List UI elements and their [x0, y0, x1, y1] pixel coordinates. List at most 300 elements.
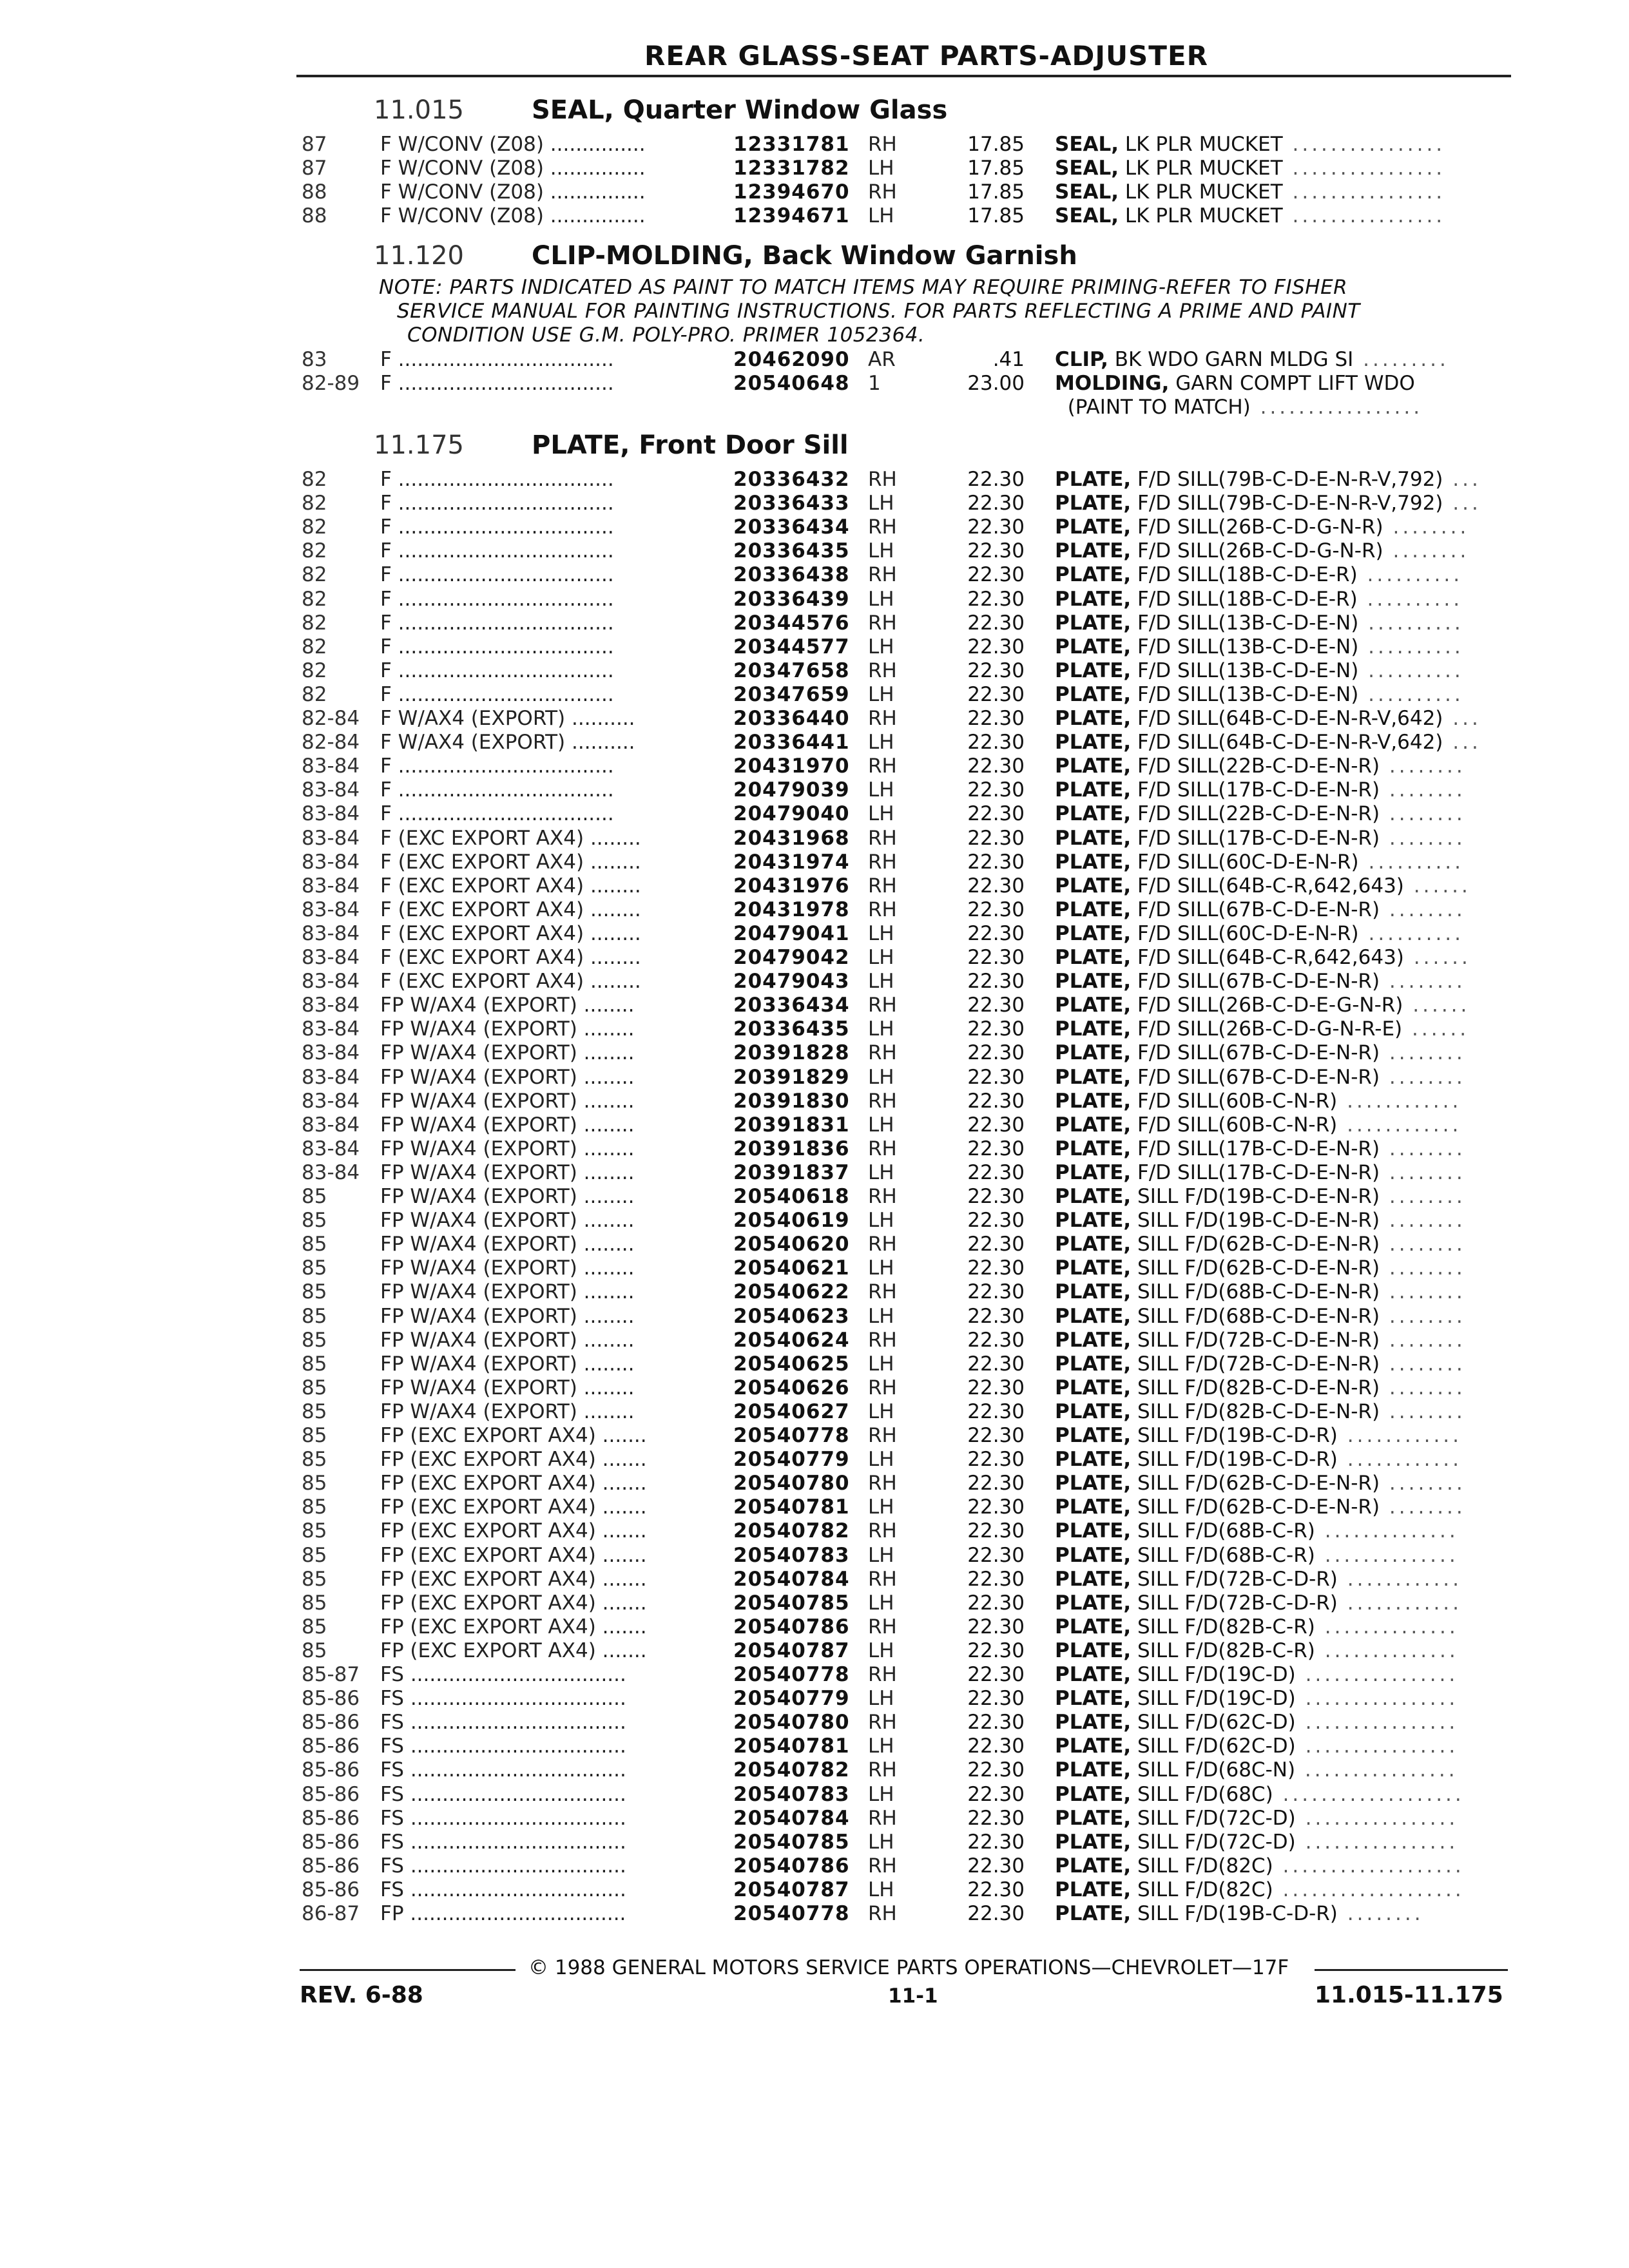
model-year: 82	[302, 635, 327, 658]
leader-dots: ..........	[1357, 587, 1463, 611]
description	[1055, 348, 1519, 372]
description-detail: SILL F/D(19B-C-D-R)	[1131, 1902, 1338, 1925]
part-number: 20336434	[733, 994, 850, 1017]
note-line: NOTE: PARTS INDICATED AS PAINT TO MATCH ITEMS MAY REQUIRE PRIMING-REFER TO FISHER	[379, 276, 1348, 299]
part-number: 20540785	[733, 1591, 850, 1615]
description-name: PLATE,	[1055, 1639, 1132, 1662]
description-detail: F/D SILL(60B-C-N-R)	[1131, 1113, 1338, 1137]
price: 22.30	[967, 850, 1025, 874]
description-name: PLATE,	[1055, 1782, 1132, 1806]
description-name: PLATE,	[1055, 1017, 1132, 1041]
model-year: 82	[302, 515, 327, 539]
description	[1055, 1831, 1519, 1854]
model-year: 85	[302, 1495, 327, 1519]
description-name: SEAL,	[1055, 133, 1119, 156]
leader-dots: ..........	[1358, 658, 1464, 682]
price: 22.30	[967, 802, 1025, 826]
part-number: 20540782	[733, 1758, 850, 1782]
price: 22.30	[967, 1041, 1025, 1065]
leader-dots: ......	[1403, 946, 1471, 969]
section-header	[374, 95, 947, 125]
description	[1055, 1495, 1519, 1519]
part-number: 20391836	[733, 1137, 850, 1160]
description-detail: SILL F/D(19C-D)	[1131, 1687, 1296, 1711]
leader-dots: ...................	[1273, 1878, 1465, 1901]
quantity: RH	[868, 707, 897, 730]
part-number: 20431976	[733, 874, 850, 898]
leader-dots: ......	[1402, 1017, 1470, 1041]
quantity: LH	[868, 157, 894, 180]
usage-code: F ..................................	[380, 754, 614, 778]
leader-dots: ........	[1380, 1209, 1466, 1233]
description	[1055, 1041, 1519, 1065]
parts-row	[0, 1591, 1629, 1615]
description-name: PLATE,	[1055, 970, 1132, 994]
part-number: 20336434	[733, 515, 850, 539]
part-number: 20431978	[733, 898, 850, 921]
description	[1055, 1352, 1519, 1376]
parts-row	[0, 492, 1629, 515]
model-year: 82	[302, 539, 327, 563]
parts-row	[0, 946, 1629, 970]
quantity: RH	[868, 1902, 897, 1925]
usage-code: FP W/AX4 (EXPORT) ........	[380, 994, 635, 1017]
description-name: PLATE,	[1055, 1687, 1132, 1711]
part-number: 20391831	[733, 1113, 850, 1137]
model-year: 82	[302, 587, 327, 611]
parts-row	[0, 1305, 1629, 1329]
parts-row	[0, 1017, 1629, 1041]
quantity: LH	[868, 731, 894, 754]
description-detail: SILL F/D(72B-C-D-E-N-R)	[1131, 1328, 1380, 1352]
description-detail: LK PLR MUCKET	[1119, 157, 1283, 180]
quantity: 1	[868, 372, 881, 396]
description-name: PLATE,	[1055, 874, 1132, 898]
leader-dots: ............	[1337, 1424, 1463, 1447]
description	[1055, 1066, 1519, 1090]
price: 22.30	[967, 611, 1025, 635]
description-name: PLATE,	[1055, 1185, 1132, 1208]
leader-dots: ................	[1295, 1735, 1459, 1758]
price: 22.30	[967, 1256, 1025, 1280]
description-name: PLATE,	[1055, 754, 1132, 778]
leader-dots: ............	[1337, 1089, 1462, 1113]
quantity: LH	[868, 1543, 894, 1567]
usage-code: FP W/AX4 (EXPORT) ........	[380, 1017, 635, 1041]
description	[1055, 1854, 1519, 1878]
model-year: 82-84	[302, 731, 360, 754]
description-name: SEAL,	[1055, 180, 1119, 204]
part-number: 20462090	[733, 348, 850, 371]
parts-row	[0, 1783, 1629, 1807]
part-number: 20540627	[733, 1399, 850, 1423]
quantity: LH	[868, 1065, 894, 1089]
section-name: CLIP-MOLDING, Back Window Garnish	[532, 241, 1077, 271]
leader-dots: ........	[1383, 515, 1470, 539]
section-name: SEAL, Quarter Window Glass	[532, 95, 948, 125]
price: 22.30	[967, 1448, 1025, 1472]
quantity: RH	[868, 1424, 897, 1447]
part-number: 20344577	[733, 635, 850, 658]
description	[1055, 1185, 1519, 1209]
leader-dots: ........	[1380, 778, 1466, 802]
part-number: 20540778	[733, 1663, 850, 1686]
model-year: 82-89	[302, 372, 360, 396]
leader-dots: ................	[1295, 1806, 1459, 1830]
model-year: 85	[302, 1543, 327, 1567]
description	[1055, 1472, 1519, 1495]
price: 22.30	[967, 1424, 1025, 1447]
leader-dots: ........	[1380, 1041, 1466, 1065]
price: 22.30	[967, 587, 1025, 611]
description	[1055, 970, 1519, 994]
model-year: 87	[302, 133, 327, 156]
description-detail: F/D SILL(67B-C-D-E-N-R)	[1131, 1065, 1380, 1089]
parts-row	[0, 1568, 1629, 1591]
part-number: 20391837	[733, 1160, 850, 1184]
usage-code: FS ..................................	[380, 1687, 626, 1711]
quantity: RH	[868, 515, 897, 539]
leader-dots: ..............	[1315, 1639, 1459, 1662]
usage-code: F (EXC EXPORT AX4) ........	[380, 826, 641, 850]
description-detail: F/D SILL(64B-C-D-E-N-R-V,642)	[1131, 731, 1443, 754]
part-number: 20391829	[733, 1065, 850, 1089]
leader-dots: ................	[1282, 133, 1446, 156]
price: 22.30	[967, 707, 1025, 730]
parts-row	[0, 1495, 1629, 1519]
leader-dots: ........	[1380, 1328, 1466, 1352]
model-year: 85	[302, 1256, 327, 1280]
description	[1055, 1161, 1519, 1185]
description-name: PLATE,	[1055, 1806, 1132, 1830]
model-year: 83-84	[302, 1089, 360, 1113]
description-detail: SILL F/D(62C-D)	[1131, 1711, 1296, 1735]
description	[1055, 754, 1519, 778]
price: 22.30	[967, 1472, 1025, 1495]
parts-row	[0, 1090, 1629, 1113]
leader-dots: ........	[1380, 1160, 1466, 1184]
description	[1055, 539, 1519, 563]
description-detail: SILL F/D(72C-D)	[1131, 1806, 1296, 1830]
description-detail: SILL F/D(72B-C-D-E-N-R)	[1131, 1352, 1380, 1376]
quantity: RH	[868, 1519, 897, 1543]
note-line: CONDITION USE G.M. POLY-PRO. PRIMER 1052364.	[407, 323, 925, 347]
description	[1055, 492, 1519, 515]
usage-code: F ..................................	[380, 539, 614, 563]
price: 22.30	[967, 1543, 1025, 1567]
description-name: PLATE,	[1055, 658, 1132, 682]
leader-dots: ........	[1380, 1472, 1466, 1495]
description-detail: SILL F/D(19B-C-D-E-N-R)	[1131, 1185, 1380, 1208]
parts-row	[0, 515, 1629, 539]
parts-row	[0, 1663, 1629, 1687]
usage-code: F ..................................	[380, 492, 614, 515]
quantity: RH	[868, 180, 897, 204]
leader-dots: ..........	[1358, 850, 1465, 874]
description-detail: F/D SILL(17B-C-D-E-N-R)	[1131, 1137, 1380, 1160]
description-name: PLATE,	[1055, 1399, 1132, 1423]
description	[1055, 180, 1519, 204]
description-detail: F/D SILL(22B-C-D-E-N-R)	[1131, 754, 1380, 778]
quantity: RH	[868, 874, 897, 898]
section-header	[374, 241, 1077, 271]
leader-dots: ............	[1337, 1591, 1463, 1615]
description	[1055, 659, 1519, 683]
part-number: 20540623	[733, 1304, 850, 1328]
quantity: AR	[868, 348, 896, 371]
price: 22.30	[967, 635, 1025, 658]
leader-dots: ...	[1443, 468, 1481, 491]
quantity: RH	[868, 1758, 897, 1782]
usage-code: FP (EXC EXPORT AX4) .......	[380, 1639, 647, 1662]
parts-row	[0, 1735, 1629, 1758]
model-year: 85	[302, 1352, 327, 1376]
description-detail: F/D SILL(60C-D-E-N-R)	[1131, 850, 1359, 874]
leader-dots: ........	[1380, 826, 1466, 850]
model-year: 83-84	[302, 778, 360, 802]
price: 22.30	[967, 826, 1025, 850]
usage-code: FP W/AX4 (EXPORT) ........	[380, 1089, 635, 1113]
description-detail: SILL F/D(19B-C-D-R)	[1131, 1424, 1338, 1447]
leader-dots: ..........	[1358, 921, 1465, 945]
usage-code: F ..................................	[380, 802, 614, 826]
leader-dots: ........	[1380, 1137, 1466, 1160]
parts-row	[0, 683, 1629, 707]
description	[1055, 1544, 1519, 1568]
model-year: 83-84	[302, 1113, 360, 1137]
parts-row	[0, 1854, 1629, 1878]
quantity: LH	[868, 921, 894, 945]
price: 22.30	[967, 1782, 1025, 1806]
description-detail: SILL F/D(19B-C-D-E-N-R)	[1131, 1209, 1380, 1233]
model-year: 83-84	[302, 1017, 360, 1041]
parts-row	[0, 1352, 1629, 1376]
part-number: 20431968	[733, 826, 850, 850]
price: 22.30	[967, 492, 1025, 515]
leader-dots: ............	[1337, 1448, 1463, 1472]
description-name: PLATE,	[1055, 468, 1132, 491]
description-name: PLATE,	[1055, 1830, 1132, 1854]
parts-row	[0, 1902, 1629, 1926]
leader-dots: ........	[1380, 1304, 1466, 1328]
price: 22.30	[967, 970, 1025, 994]
parts-row	[0, 850, 1629, 874]
description	[1055, 1376, 1519, 1400]
quantity: RH	[868, 1280, 897, 1304]
description	[1055, 898, 1519, 922]
part-number: 20347659	[733, 682, 850, 706]
price: 22.30	[967, 1806, 1025, 1830]
model-year: 87	[302, 157, 327, 180]
description	[1055, 778, 1519, 802]
parts-row	[0, 1256, 1629, 1280]
parts-row	[0, 1758, 1629, 1782]
model-year: 85	[302, 1519, 327, 1543]
part-number: 20540619	[733, 1209, 850, 1233]
part-number: 20540786	[733, 1615, 850, 1639]
usage-code: F ..................................	[380, 587, 614, 611]
model-year: 85-86	[302, 1854, 360, 1878]
usage-code: FP W/AX4 (EXPORT) ........	[380, 1376, 635, 1399]
parts-row	[0, 922, 1629, 946]
description	[1055, 946, 1519, 970]
description-detail: SILL F/D(68B-C-D-E-N-R)	[1131, 1304, 1380, 1328]
model-year: 85-86	[302, 1711, 360, 1735]
price: 22.30	[967, 1639, 1025, 1662]
price: 22.30	[967, 1519, 1025, 1543]
description-detail: SILL F/D(82B-C-R)	[1131, 1639, 1315, 1662]
usage-code: F W/CONV (Z08) ...............	[380, 204, 646, 228]
leader-dots: ..............	[1315, 1543, 1459, 1567]
description	[1055, 1329, 1519, 1352]
parts-row	[0, 1400, 1629, 1424]
model-year: 83-84	[302, 850, 360, 874]
footer-rule-left	[300, 1969, 516, 1971]
part-number: 20540622	[733, 1280, 850, 1304]
leader-dots: ......	[1403, 994, 1470, 1017]
description-detail: F/D SILL(13B-C-D-E-N)	[1131, 635, 1359, 658]
usage-code: F (EXC EXPORT AX4) ........	[380, 946, 641, 969]
model-year: 86-87	[302, 1902, 360, 1925]
description-name: PLATE,	[1055, 492, 1132, 515]
model-year: 85	[302, 1472, 327, 1495]
price: 22.30	[967, 1495, 1025, 1519]
usage-code: F ..................................	[380, 515, 614, 539]
description-detail: F/D SILL(60B-C-N-R)	[1131, 1089, 1338, 1113]
parts-row	[0, 204, 1629, 228]
quantity: RH	[868, 1233, 897, 1256]
section-number: 11.175	[374, 430, 464, 460]
parts-row	[0, 1161, 1629, 1185]
description-name: PLATE,	[1055, 563, 1132, 587]
description-name: PLATE,	[1055, 1472, 1132, 1495]
description-name: PLATE,	[1055, 946, 1132, 969]
description	[1055, 827, 1519, 850]
description-detail: SILL F/D(82B-C-R)	[1131, 1615, 1315, 1639]
description-name: PLATE,	[1055, 1137, 1132, 1160]
quantity: LH	[868, 1830, 894, 1854]
description	[1055, 396, 1519, 419]
quantity: LH	[868, 1591, 894, 1615]
price: 17.85	[967, 133, 1025, 156]
page-title: REAR GLASS-SEAT PARTS-ADJUSTER	[644, 40, 1208, 72]
leader-dots: ..............	[1315, 1519, 1459, 1543]
description	[1055, 1233, 1519, 1256]
title-rule	[296, 75, 1511, 77]
part-number: 20540784	[733, 1806, 850, 1830]
part-number: 20391828	[733, 1041, 850, 1065]
footer-rule-right	[1315, 1969, 1508, 1971]
description-detail: SILL F/D(62B-C-D-E-N-R)	[1131, 1233, 1380, 1256]
usage-code: FP W/AX4 (EXPORT) ........	[380, 1280, 635, 1304]
price: 22.30	[967, 1328, 1025, 1352]
description	[1055, 204, 1519, 228]
model-year: 82	[302, 468, 327, 491]
leader-dots: ..........	[1357, 563, 1463, 587]
usage-code: F ..................................	[380, 635, 614, 658]
price: 22.30	[967, 1209, 1025, 1233]
model-year: 85-86	[302, 1735, 360, 1758]
usage-code: FP W/AX4 (EXPORT) ........	[380, 1160, 635, 1184]
model-year: 88	[302, 180, 327, 204]
description-name: PLATE,	[1055, 921, 1132, 945]
part-number: 12331781	[733, 133, 850, 156]
part-number: 20540783	[733, 1543, 850, 1567]
description-detail: F/D SILL(26B-C-D-E-G-N-R)	[1131, 994, 1403, 1017]
parts-row	[0, 348, 1629, 372]
part-number: 20540778	[733, 1424, 850, 1447]
price: 22.30	[967, 1137, 1025, 1160]
description-name: PLATE,	[1055, 1448, 1132, 1472]
quantity: LH	[868, 682, 894, 706]
description-name: PLATE,	[1055, 1854, 1132, 1878]
description-name: PLATE,	[1055, 1902, 1132, 1925]
quantity: RH	[868, 133, 897, 156]
usage-code: F (EXC EXPORT AX4) ........	[380, 970, 641, 994]
model-year: 88	[302, 204, 327, 228]
usage-code: F ..................................	[380, 778, 614, 802]
description-name: PLATE,	[1055, 850, 1132, 874]
leader-dots: ............	[1337, 1567, 1463, 1591]
price: 17.85	[967, 157, 1025, 180]
model-year: 82	[302, 682, 327, 706]
model-year: 83-84	[302, 1137, 360, 1160]
model-year: 85	[302, 1328, 327, 1352]
description-name: PLATE,	[1055, 1424, 1132, 1447]
description-name: PLATE,	[1055, 587, 1132, 611]
description	[1055, 731, 1519, 754]
price: 23.00	[967, 372, 1025, 396]
leader-dots: ........	[1380, 1495, 1466, 1519]
description	[1055, 372, 1519, 396]
part-number: 20540779	[733, 1687, 850, 1711]
description-detail: F/D SILL(26B-C-D-G-N-R)	[1131, 539, 1383, 563]
model-year: 85	[302, 1280, 327, 1304]
leader-dots: ................	[1295, 1830, 1459, 1854]
parts-row	[0, 1376, 1629, 1400]
part-number: 20540778	[733, 1902, 850, 1925]
usage-code: FS ..................................	[380, 1735, 626, 1758]
price: 22.30	[967, 1567, 1025, 1591]
price: 22.30	[967, 1352, 1025, 1376]
price: 22.30	[967, 1615, 1025, 1639]
description-name: PLATE,	[1055, 778, 1132, 802]
parts-row	[0, 1066, 1629, 1090]
description	[1055, 515, 1519, 539]
parts-row	[0, 1878, 1629, 1902]
model-year: 85-86	[302, 1687, 360, 1711]
description	[1055, 683, 1519, 707]
parts-row	[0, 1615, 1629, 1639]
usage-code: FP W/AX4 (EXPORT) ........	[380, 1137, 635, 1160]
price: 22.30	[967, 946, 1025, 969]
usage-code: FP (EXC EXPORT AX4) .......	[380, 1615, 647, 1639]
model-year: 85	[302, 1424, 327, 1447]
model-year: 83-84	[302, 898, 360, 921]
usage-code: F W/AX4 (EXPORT) ..........	[380, 731, 635, 754]
price: 22.30	[967, 921, 1025, 945]
parts-row	[0, 180, 1629, 204]
usage-code: FP (EXC EXPORT AX4) .......	[380, 1472, 647, 1495]
model-year: 85	[302, 1185, 327, 1208]
usage-code: F ..................................	[380, 611, 614, 635]
price: 22.30	[967, 1376, 1025, 1399]
section-note	[379, 276, 1513, 347]
usage-code: F ..................................	[380, 468, 614, 491]
part-number: 20540626	[733, 1376, 850, 1399]
leader-dots: ......	[1403, 874, 1471, 898]
usage-code: FP (EXC EXPORT AX4) .......	[380, 1591, 647, 1615]
